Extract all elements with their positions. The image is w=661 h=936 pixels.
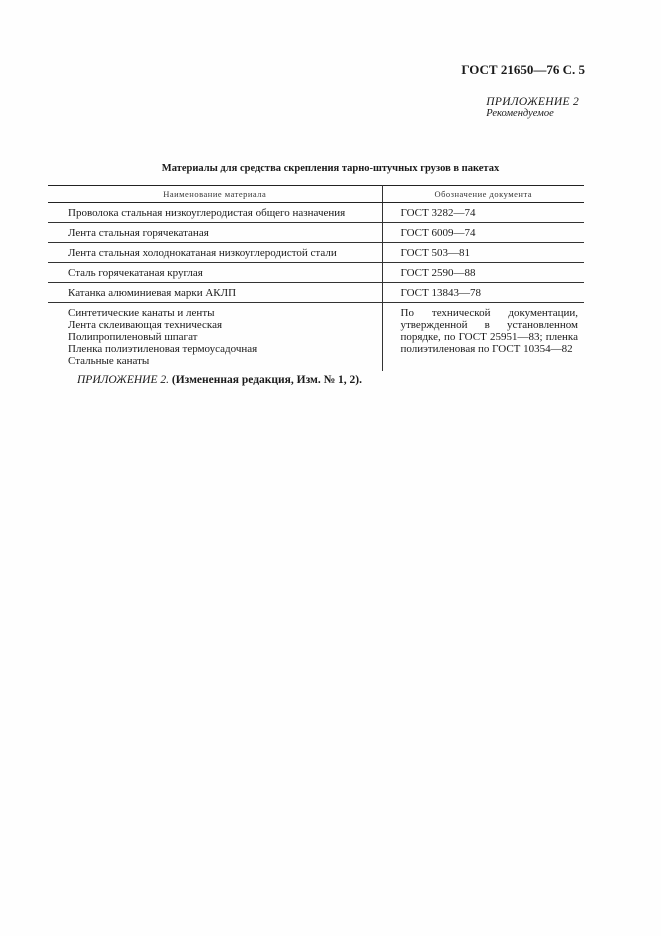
table-row — [48, 223, 584, 243]
amendment-text: (Измененная редакция, Изм. № 1, 2). — [171, 374, 362, 386]
table-row — [48, 283, 584, 303]
table-title: Материалы для средства скрепления тарно-штучных грузов в пакетах — [161, 163, 500, 174]
column-header-material: Наименование материала — [48, 186, 382, 203]
materials-table — [48, 185, 584, 371]
document-cell: ГОСТ 503—81 — [382, 243, 584, 263]
document-cell: ГОСТ 13843—78 — [382, 283, 584, 303]
material-cell: Проволока стальная низкоуглеродистая общего назначения — [48, 203, 382, 223]
document-cell: ГОСТ 6009—74 — [382, 223, 584, 243]
material-cell: Лента стальная холоднокатаная низкоуглеродистой стали — [48, 243, 382, 263]
material-item: Стальные канаты — [68, 355, 150, 367]
material-item: Пленка полиэтиленовая термоусадочная — [68, 343, 258, 355]
material-list-cell — [48, 303, 382, 372]
table-row — [48, 303, 584, 372]
table-row — [48, 263, 584, 283]
material-item: Полипропиленовый шпагат — [68, 331, 198, 343]
material-cell: Лента стальная горячекатаная — [48, 223, 382, 243]
appendix-title: ПРИЛОЖЕНИЕ 2 — [486, 96, 579, 108]
column-header-document: Обозначение документа — [382, 186, 584, 203]
document-note: По технической документации, утвержденной в установленном порядке, по ГОСТ 25951—83; пленка полиэтиленовая по ГОСТ 10354—82 — [400, 307, 578, 355]
table-row — [48, 203, 584, 223]
appendix-status: Рекомендуемое — [486, 108, 554, 119]
amendment-prefix: ПРИЛОЖЕНИЕ 2. — [77, 374, 169, 386]
material-cell: Сталь горячекатаная круглая — [48, 263, 382, 283]
amendment-note — [77, 374, 362, 386]
appendix-label — [486, 96, 579, 120]
table-row — [48, 243, 584, 263]
document-cell: ГОСТ 3282—74 — [382, 203, 584, 223]
material-item: Лента склеивающая техническая — [68, 319, 223, 331]
page-header: ГОСТ 21650—76 С. 5 — [461, 62, 585, 77]
material-cell: Катанка алюминиевая марки АКЛП — [48, 283, 382, 303]
document-cell — [382, 303, 584, 372]
table-header-row — [48, 186, 584, 203]
material-item: Синтетические канаты и ленты — [68, 307, 215, 319]
document-cell: ГОСТ 2590—88 — [382, 263, 584, 283]
